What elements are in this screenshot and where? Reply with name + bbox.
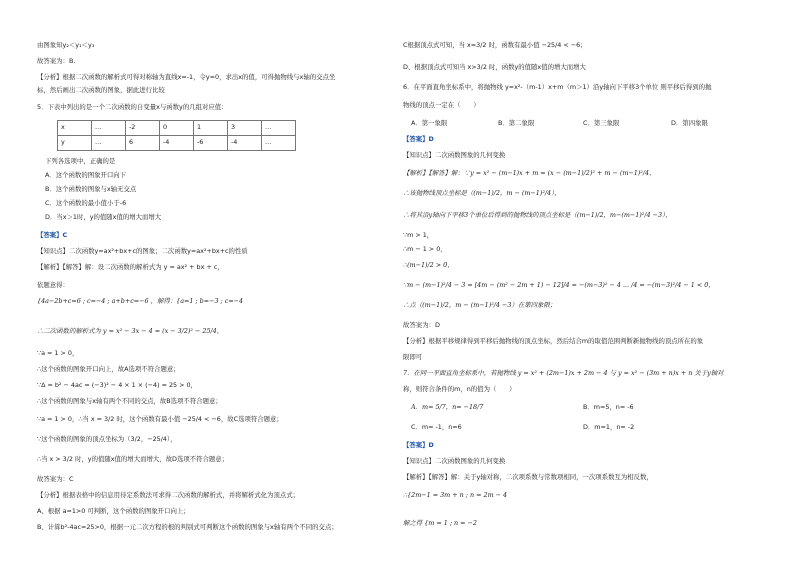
option-d: D．第四象限 xyxy=(671,119,708,127)
option-b: B．m=5，n= -6 xyxy=(583,403,634,411)
answer-label: 【答案】D xyxy=(403,135,434,143)
solution-line: ∵a = 1 > 0，∴当 x = 3/2 时，这个函数有最小值 −25/4 < −6，故C选项符合题意； xyxy=(37,415,283,423)
option-a: A．m= 5/7，n= −18/7 xyxy=(411,403,484,411)
option-c: C．第三象限 xyxy=(583,119,620,127)
table-row xyxy=(58,136,296,151)
text-line: 故答案为：B. xyxy=(37,57,76,65)
knowledge-point: 【知识点】二次函数y=ax²+bx+c的图象；二次函数y=ax²+bx+c的性质 xyxy=(37,247,248,255)
solution-line: 依题意得： xyxy=(37,281,69,289)
solution-line: 故答案为：C xyxy=(37,475,74,483)
analysis-line: 限即可 xyxy=(403,353,423,361)
analysis-line: 【分析】根据表格中的信息用待定系数法可求得二次函数的解析式，并将解析式化为顶点式； xyxy=(37,491,300,499)
analysis-line: A、根据 a=1>0 可判断，这个函数的图象开口向上； xyxy=(37,507,190,515)
solution-line: ∴点（(m−1)/2，m − (m−1)²/4 −3）在第四象限； xyxy=(403,301,557,309)
option-d: D．当x＞1时，y的值随x值的增大而增大 xyxy=(45,213,162,221)
table-cell: y xyxy=(58,136,92,151)
table-cell: … xyxy=(92,121,126,136)
solution-line: ∵这个函数的图象的顶点坐标为（3/2，−25/4）， xyxy=(37,435,177,443)
table-cell: 3 xyxy=(228,121,262,136)
solution-line: 【解析】【解答】解：设二次函数的解析式为 y = ax² + bx + c， xyxy=(37,263,224,271)
text-line: C根据顶点式可知，当 x=3/2 时，函数有最小值 −25/4 < −6； xyxy=(403,41,587,49)
text-line: 下列各选项中，正确的是 xyxy=(45,157,116,165)
option-a: A．这个函数的图象开口向下 xyxy=(45,171,127,179)
option-c: C．这个函数的最小值小于-6 xyxy=(45,199,127,207)
text-line: 【分析】根据二次函数的解析式可得对称轴为直线x=-1，令y=0，求出x的值，可得抛物线与x轴的交点坐 xyxy=(37,73,336,81)
text-line: 由图象知y₂＜y₁＜y₃ xyxy=(37,41,95,49)
option-d: D．m=1，n= -2 xyxy=(583,423,635,431)
analysis-line: 【分析】根据平移规律得到平移后抛物线的顶点坐标，然后结合m的取值范围判断新抛物线的顶点所在的象 xyxy=(403,337,704,345)
equation-system: ∴{2m−1 = 3m + n ; n = 2m − 4 xyxy=(403,491,508,499)
solution-line: ∴(m−1)/2 > 0， xyxy=(403,261,454,269)
answer-label: 【答案】C xyxy=(37,231,68,239)
solution-line: ∵m > 1， xyxy=(403,231,434,239)
text-line: 物线的顶点一定在（ ） xyxy=(403,101,480,109)
question-7: 7．在同一平面直角坐标系中，若抛物线 y = x² + (2m−1)x + 2m − 4 与 y = x² − (3m + n)x + n 关于y轴对 xyxy=(403,369,724,377)
value-table xyxy=(57,120,296,151)
table-row xyxy=(58,121,296,136)
analysis-line: B、计算b²-4ac=25>0，根据一元二次方程的根的判别式可判断这个函数的图象与x轴有两个不同的交点； xyxy=(37,523,338,531)
option-b: B．第二象限 xyxy=(498,119,535,127)
solution-line: ∵a = 1 > 0， xyxy=(37,349,79,357)
text-line: 标，然后画出二次函数的图象，据此进行比较 xyxy=(37,86,165,94)
answer-label: 【答案】D xyxy=(403,441,434,449)
solution-line: 【解析】【解答】解：∵y = x² − (m−1)x + m = (x − (m−1)/2)² + m − (m−1)²/4， xyxy=(403,169,656,177)
table-cell: 1 xyxy=(194,121,228,136)
table-cell: 0 xyxy=(160,121,194,136)
table-cell: -6 xyxy=(194,136,228,151)
option-c: C．m= -1，n=6 xyxy=(411,423,462,431)
table-cell: x xyxy=(58,121,92,136)
table-cell: -4 xyxy=(228,136,262,151)
table-cell: … xyxy=(262,121,296,136)
solution-line: ∴当 x > 3/2 时，y的值随x值的增大而增大，故D选项不符合题意； xyxy=(37,455,229,463)
table-cell: … xyxy=(262,136,296,151)
solution-line: ∴这个函数的图象与x轴有两个不同的交点，故B选项不符合题意； xyxy=(37,397,222,405)
solution-line: ∴将其沿y轴向下平移3个单位后得到的抛物线的顶点坐标是（(m−1)/2，m−(m−1)²/4 −3）， xyxy=(403,211,672,219)
option-a: A．第一象限 xyxy=(411,119,448,127)
option-b: B．这个函数的图象与x轴无交点 xyxy=(45,185,137,193)
solution-line: 故答案为：D xyxy=(403,321,440,329)
solution-line: ∴这个函数的图象开口向上，故A选项不符合题意； xyxy=(37,365,180,373)
table-cell: … xyxy=(92,136,126,151)
knowledge-point: 【知识点】二次函数图象的几何变换 xyxy=(403,151,506,159)
solution-line: ∴m − 1 > 0， xyxy=(403,245,447,253)
solution-line: ∵Δ = b² − 4ac = (−3)² − 4 × 1 × (−4) = 25 > 0， xyxy=(37,381,197,389)
knowledge-point: 【知识点】二次函数图象的几何变换 xyxy=(403,457,506,465)
solution-line: 【解析】【解答】解：关于y轴对称，二次项系数与常数项相同，一次项系数互为相反数， xyxy=(403,473,653,481)
table-cell: 6 xyxy=(126,136,160,151)
question-6: 6．在平面直角坐标系中，将抛物线 y=x²-（m-1）x+m（m＞1）沿y轴向下平移3个单位 则平移后得到的抛 xyxy=(403,83,712,91)
solution-line: ∴二次函数的解析式为 y = x² − 3x − 4 = (x − 3/2)² − 25/4， xyxy=(37,327,224,335)
solution-line: ∴该抛物线顶点坐标是（(m−1)/2，m − (m−1)²/4）， xyxy=(403,189,561,197)
text-line: D、根据顶点式可知当 x>3/2 时，函数y的值随x值的增大而增大 xyxy=(403,63,586,71)
equation-system: 解之得 {m = 1 ; n = −2 xyxy=(403,519,477,527)
solution-line: ∵m − (m−1)²/4 − 3 = [4m − (m² − 2m + 1) − 12]/4 = −(m−3)² − 4 ... /4 = −(m−3)²/4 − 1 < 0， xyxy=(403,281,715,289)
text-line: 称，则符合条件的m，n的值为（ ） xyxy=(403,385,516,393)
equation-system: {4a−2b+c=6 ; c=−4 ; a+b+c=−6 ，解得：{a=1 ; b=−3 ; c=−4 xyxy=(37,297,244,305)
question-5: 5．下表中列出的是一个二次函数的自变量x与函数y的几组对应值： xyxy=(37,103,228,111)
table-cell: -2 xyxy=(126,121,160,136)
table-cell: -4 xyxy=(160,136,194,151)
